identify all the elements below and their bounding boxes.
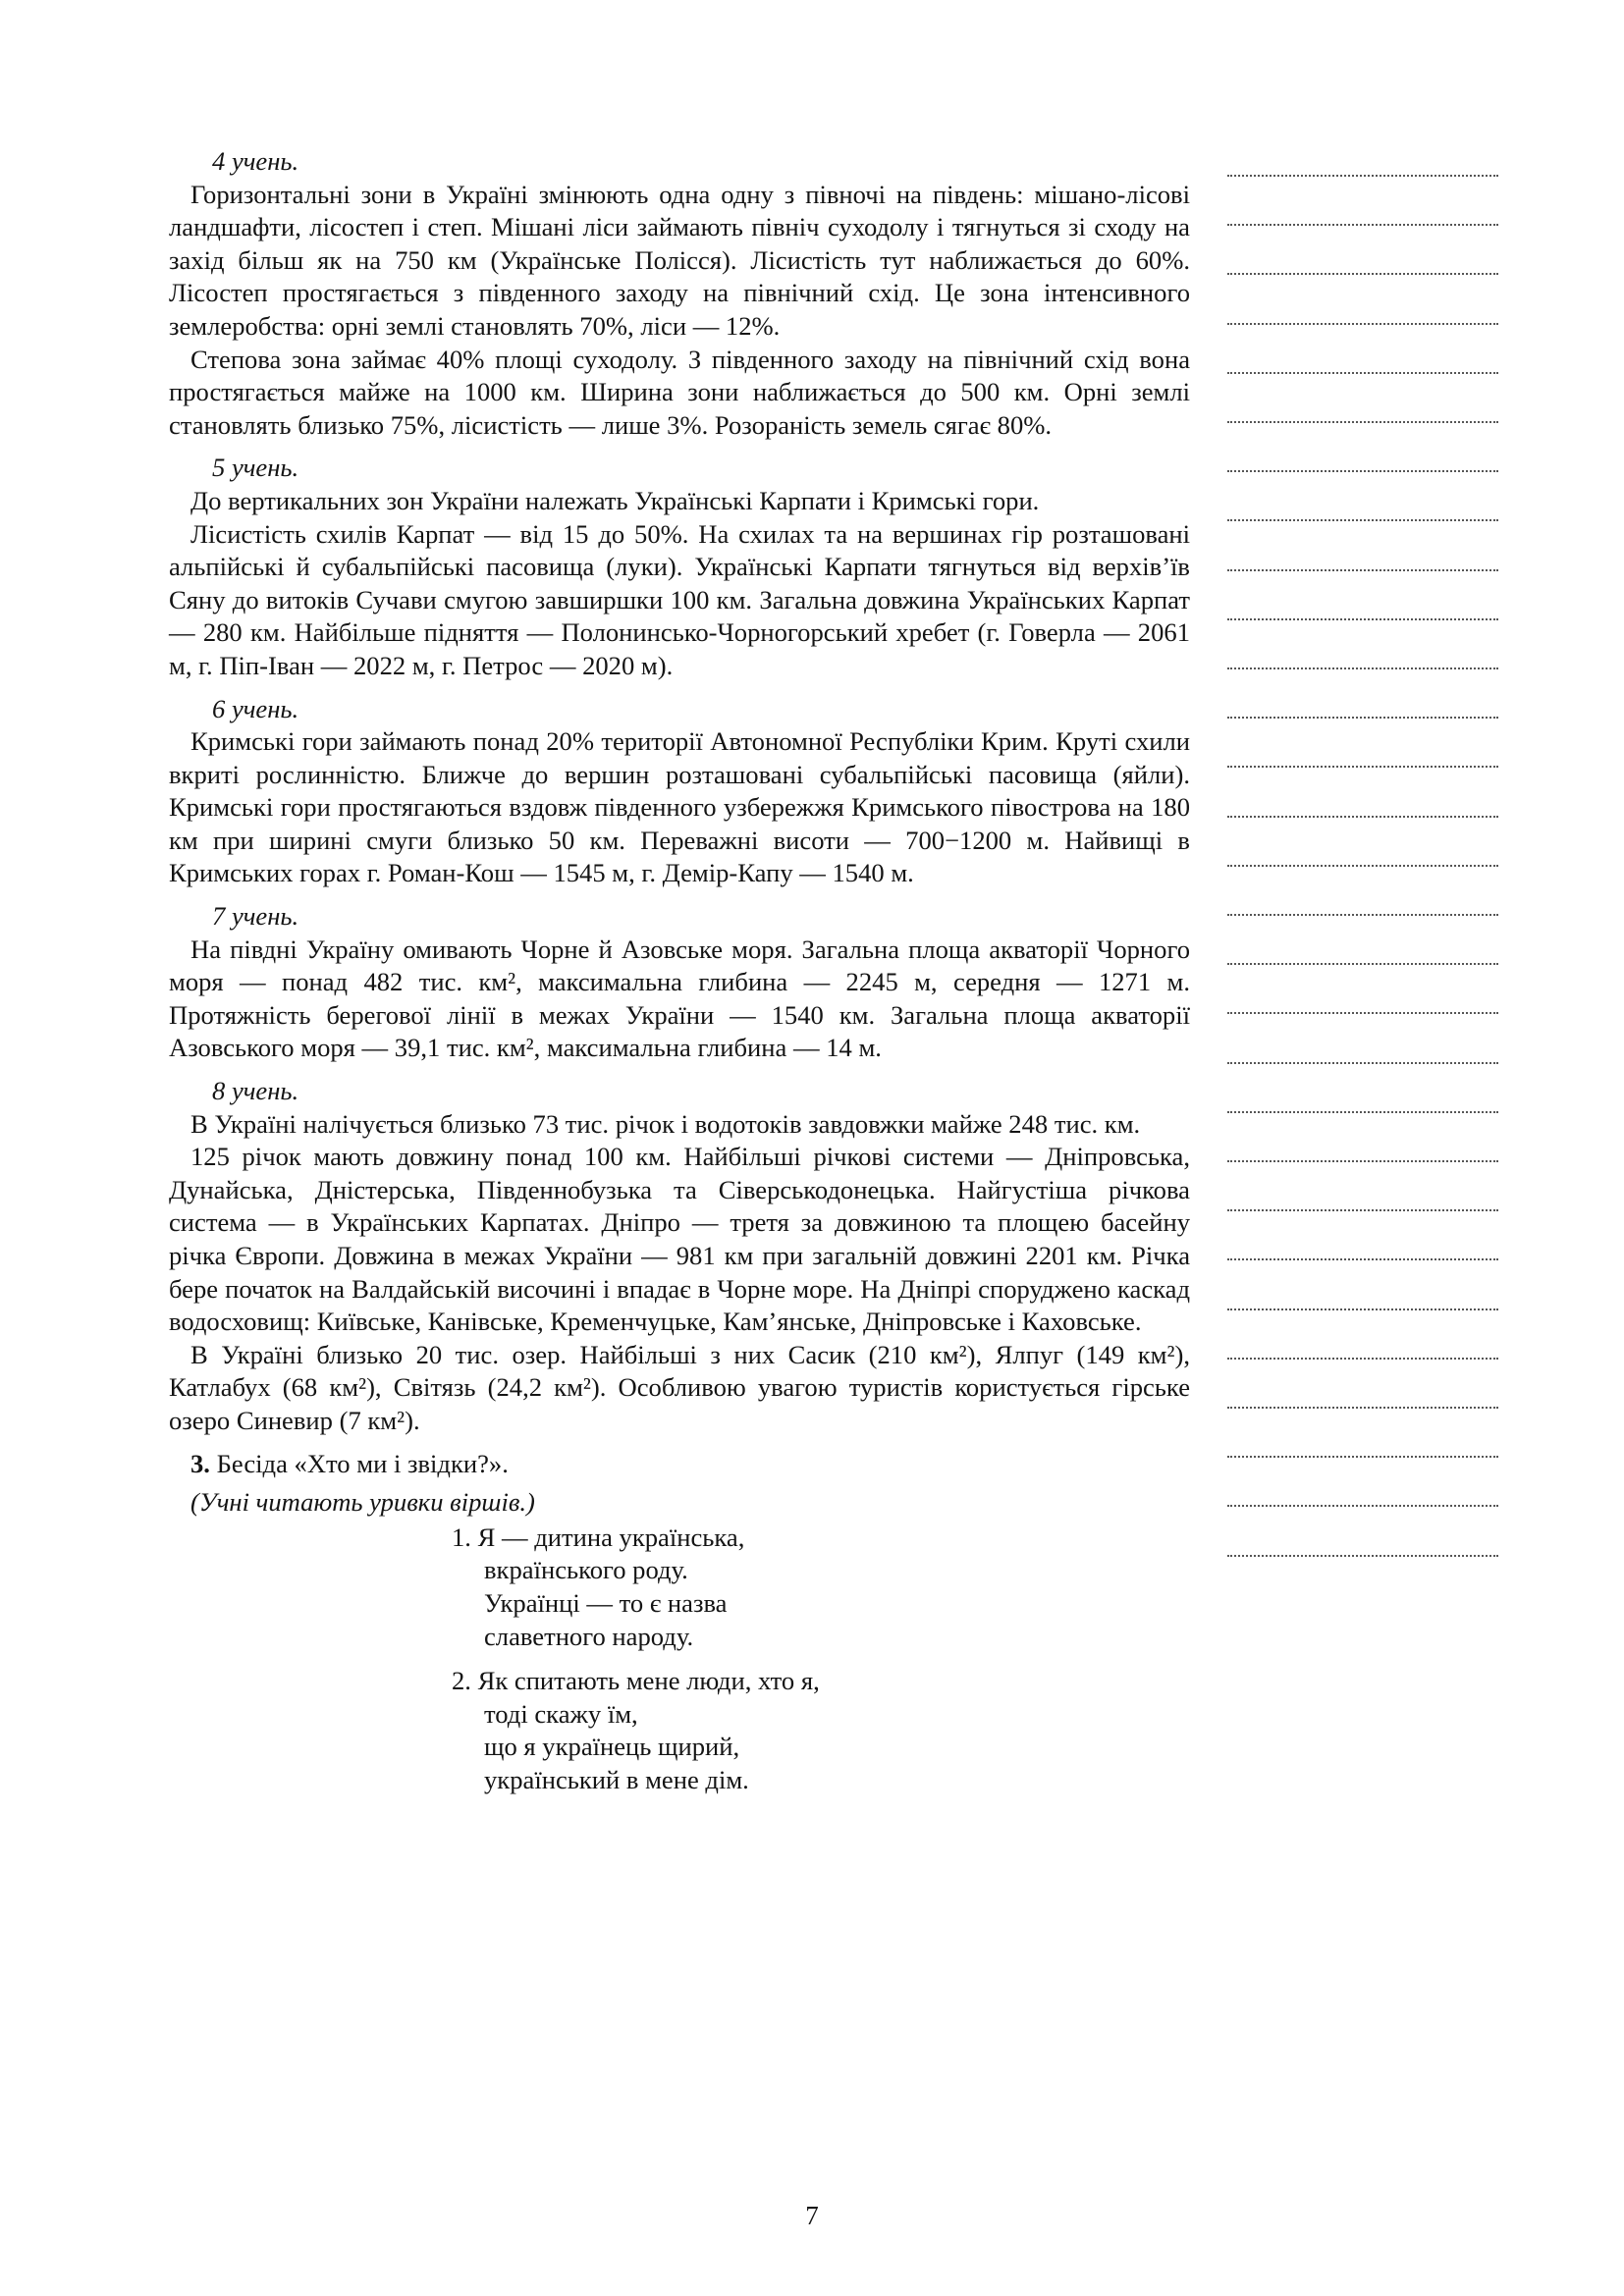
note-line: [1227, 273, 1498, 275]
paragraph: На півдні Україну омивають Чорне й Азовське моря. Загальна площа акваторії Чорного моря — понад 482 тис. км², максимальна глибина — 2245 м, середня — 1271 м. Протяжність берегової лінії в межах України — 1540 км. Загальна площа акваторії Азовського моря — 39,1 тис. км², максимальна глибина — 14 м.: [169, 934, 1190, 1063]
poem-line: вкраїнського роду.: [484, 1555, 688, 1585]
main-text-column: [169, 145, 1190, 1809]
section-heading: [169, 1448, 1190, 1481]
note-line: [1227, 914, 1498, 916]
note-line: [1227, 1062, 1498, 1064]
page-number: 7: [805, 2201, 819, 2230]
note-line: [1227, 519, 1498, 521]
note-line: [1227, 1358, 1498, 1360]
note-line: [1227, 224, 1498, 226]
poem-line: славетного народу.: [484, 1621, 694, 1651]
paragraph: Кримські гори займають понад 20% території Автономної Республіки Крим. Круті схили вкриті рослинністю. Ближче до вершин розташовані субальпійські пасовища (яйли). Кримські гори простягаються вздовж південного узбережжя Кримського півострова на 180 км при ширині смуги близько 50 км. Переважні висоти — 700−1200 м. Найвищі в Кримських горах г. Роман-Кош — 1545 м, г. Демір-Капу — 1540 м.: [169, 726, 1190, 888]
paragraph: До вертикальних зон України належать Українські Карпати і Кримські гори.: [190, 485, 1040, 515]
poem-stanza: [452, 1665, 1190, 1796]
note-line: [1227, 1407, 1498, 1409]
student-label: 7 учень.: [212, 901, 299, 932]
poem-line: 1. Я — дитина українська,: [452, 1522, 745, 1552]
note-line: [1227, 1505, 1498, 1507]
note-line: [1227, 421, 1498, 423]
note-line: [1227, 1111, 1498, 1113]
note-line: [1227, 372, 1498, 374]
student-label: 6 учень.: [212, 693, 299, 723]
heading-number: 3.: [190, 1448, 210, 1478]
note-line: [1227, 1209, 1498, 1211]
poem-line: Українці — то є назва: [484, 1587, 728, 1618]
note-line: [1227, 569, 1498, 571]
note-line: [1227, 1258, 1498, 1260]
paragraph: Горизонтальні зони в Україні змінюють одна одну з півночі на південь: мішано-лісові ландшафти, лісостеп і степ. Мішані ліси займають північ суходолу і тягнуться зі сходу на захід більш як на 750 км (Українське Полісся). Лісистість тут наближається до 60%. Лісостеп простягається з південного заходу на північний схід. Це зона інтенсивного землеробства: орні землі становлять 70%, ліси — 12%.: [169, 179, 1190, 341]
student-label: 5 учень.: [212, 453, 299, 483]
paragraph: Лісистість схилів Карпат — від 15 до 50%. На схилах та на вершинах гір розташовані альпійські й субальпійські пасовища (луки). Українські Карпати тягнуться від верхів’їв Сяну до витоків Сучави смугою завширшки 100 км. Загальна довжина Українських Карпат — 280 км. Найбільше підняття — Полонинсько-Чорногорський хребет (г. Говерла — 2061 м, г. Піп-Іван — 2022 м, г. Петрос — 2020 м).: [169, 518, 1190, 680]
paragraph: Степова зона займає 40% площі суходолу. З південного заходу на північний схід вона простягається майже на 1000 км. Ширина зони наближається до 500 км. Орні землі становлять близько 75%, лісистість — лише 3%. Розораність земель сягає 80%.: [169, 344, 1190, 440]
note-line: [1227, 1012, 1498, 1014]
note-line: [1227, 1308, 1498, 1310]
paragraph: 125 річок мають довжину понад 100 км. Найбільші річкові системи — Дніпровська, Дунайська, Дністерська, Південнобузька та Сіверськодонецька. Найгустіша річкова система — в Українських Карпатах. Дніпро — третя за довжиною та площею басейну річка Європи. Довжина в межах України — 981 км при загальній довжині 2201 км. Річка бере початок на Валдайській височині і впадає в Чорне море. На Дніпрі споруджено каскад водосховищ: Київське, Канівське, Кременчуцьке, Кам’янське, Дніпровське і Каховське.: [169, 1142, 1190, 1337]
note-line: [1227, 618, 1498, 620]
paragraph: В Україні налічується близько 73 тис. річок і водотоків завдовжки майже 248 тис. км.: [190, 1108, 1141, 1139]
note-line: [1227, 1160, 1498, 1162]
note-line: [1227, 717, 1498, 719]
note-line: [1227, 1456, 1498, 1458]
note-line: [1227, 175, 1498, 177]
note-line: [1227, 766, 1498, 768]
poem-line: тоді скажу їм,: [484, 1698, 638, 1729]
student-label: 8 учень.: [212, 1076, 299, 1106]
poem-line: що я українець щирий,: [484, 1732, 740, 1762]
note-line: [1227, 865, 1498, 867]
note-line: [1227, 667, 1498, 669]
poem-line: 2. Як спитають мене люди, хто я,: [452, 1666, 820, 1696]
note-line: [1227, 816, 1498, 818]
note-line: [1227, 323, 1498, 325]
heading-text: Бесіда «Хто ми і звідки?».: [216, 1448, 509, 1478]
instruction-text: (Учні читають уривки віршів.): [190, 1487, 535, 1518]
poem: [452, 1522, 1190, 1797]
note-line: [1227, 963, 1498, 965]
student-label: 4 учень.: [212, 146, 299, 176]
note-line: [1227, 470, 1498, 472]
paragraph: В Україні близько 20 тис. озер. Найбільші з них Сасик (210 км²), Ялпуг (149 км²), Катлабух (68 км²), Світязь (24,2 км²). Особливою увагою туристів користується гірське озеро Синевир (7 км²).: [169, 1339, 1190, 1435]
poem-line: український в мене дім.: [484, 1764, 749, 1794]
note-line: [1227, 1555, 1498, 1557]
poem-stanza: [452, 1522, 1190, 1653]
